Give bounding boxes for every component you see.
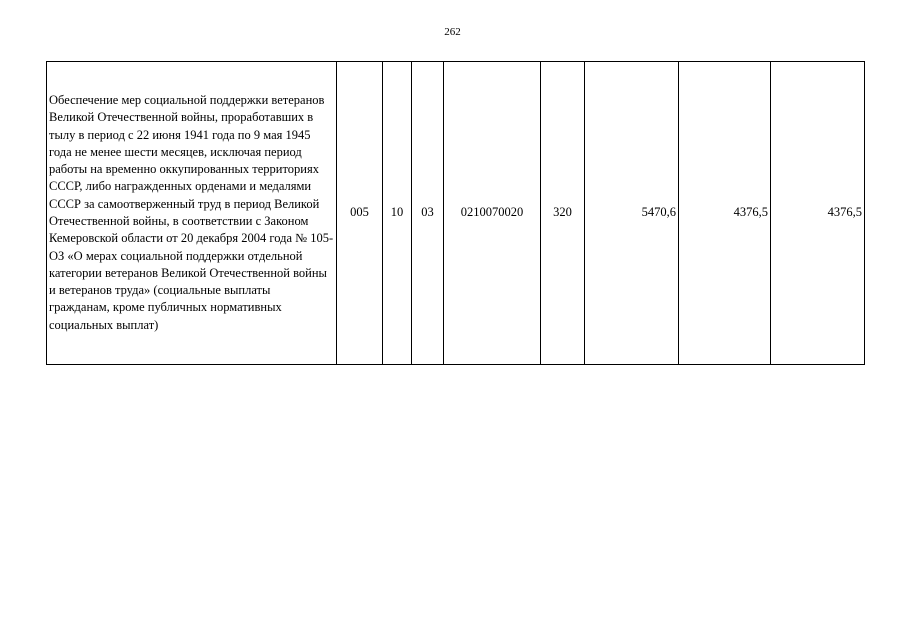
amount-1-cell: 5470,6 (585, 62, 679, 365)
expense-type-code-cell: 320 (541, 62, 585, 365)
table-row (47, 62, 865, 365)
subsection-code-cell: 03 (412, 62, 444, 365)
ministry-code-cell: 005 (337, 62, 383, 365)
target-article-code-cell: 0210070020 (444, 62, 541, 365)
expense-description-cell: Обеспечение мер социальной поддержки ветеранов Великой Отечественной войны, проработавших в тылу в период с 22 июня 1941 года по 9 мая 1945 года не менее шести месяцев, исключая период работы на временно оккупированных территориях СССР, либо награжденных орденами и медалями СССР за самоотверженный труд в период Великой Отечественной войны, в соответствии с Законом Кемеровской области от 20 декабря 2004 года № 105-ОЗ «О мерах социальной поддержки отдельной категории ветеранов Великой Отечественной войны и ветеранов труда» (социальные выплаты гражданам, кроме публичных нормативных социальных выплат) (47, 62, 337, 365)
section-code-cell: 10 (383, 62, 412, 365)
page-number: 262 (444, 26, 461, 38)
amount-2-cell: 4376,5 (679, 62, 771, 365)
budget-table (46, 61, 865, 365)
amount-3-cell: 4376,5 (771, 62, 865, 365)
